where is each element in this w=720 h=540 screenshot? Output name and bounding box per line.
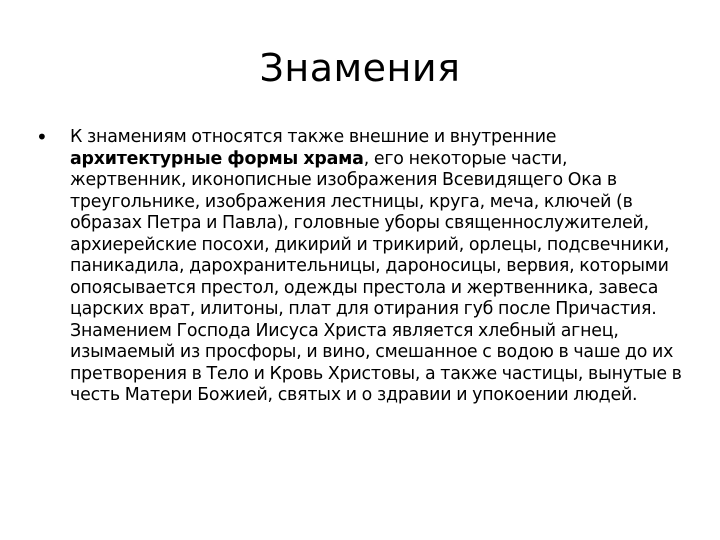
bullet-icon: • — [36, 125, 48, 149]
paragraph-rest: , его некоторые части, жертвенник, иконописные изображения Всевидящего Ока в треугольнике, изображения лестницы, круга, меча, ключей (в образах Петра и Павла), головные уборы священнослужителей, архиерейские посохи, дикирий и трикирий, орлецы, подсвечники, паникадила, дарохранительницы, дароносицы, вервия, которыми опоясывается престол, одежды престола и жертвенника, завеса царских врат, илитоны, плат для отирания губ после Причастия. Знамением Господа Иисуса Христа является хлебный агнец, изымаемый из просфоры, и вино, смешанное с водою в чаше до их претворения в Тело и Кровь Христовы, а также частицы, вынутые в честь Матери Божией, святых и о здравии и упокоении людей. — [70, 148, 682, 405]
paragraph-bold-phrase: архитектурные формы храма — [70, 148, 364, 169]
bullet-paragraph — [70, 127, 686, 407]
bullet-item — [36, 127, 686, 407]
slide-body — [36, 127, 686, 407]
paragraph-intro: К знамениям относятся также внешние и внутренние — [70, 127, 557, 147]
slide-title: Знамения — [259, 46, 461, 90]
